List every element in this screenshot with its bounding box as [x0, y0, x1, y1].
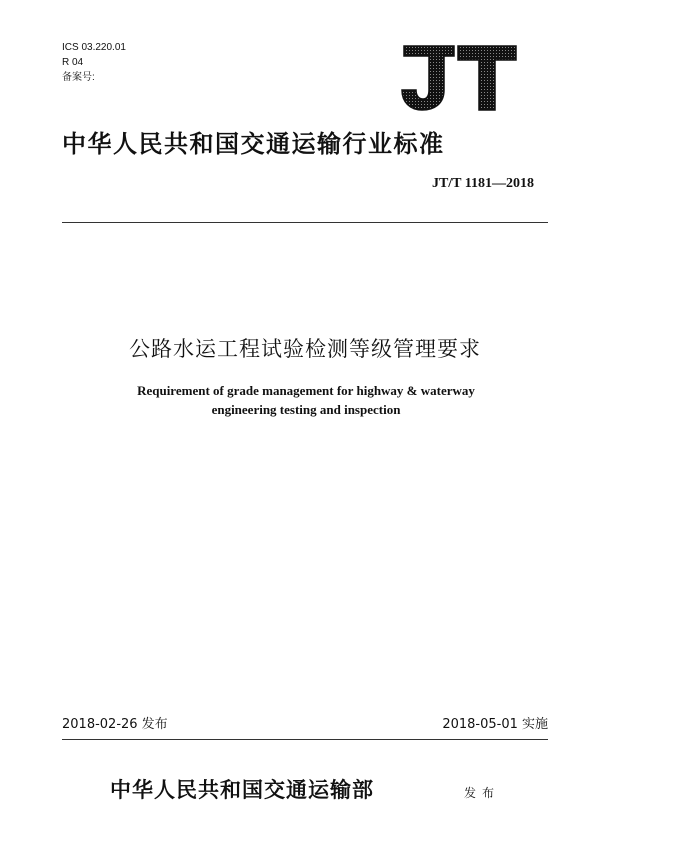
category-code: R 04 — [62, 57, 84, 68]
english-title-line2: engineering testing and inspection — [211, 402, 401, 417]
top-divider — [62, 222, 548, 223]
implementation-date: 2018-05-01 实施 — [442, 717, 548, 732]
standard-number: JT/T 1181—2018 — [431, 176, 534, 191]
ics-code: ICS 03.220.01 — [62, 42, 126, 53]
chinese-title: 公路水运工程试验检测等级管理要求 — [129, 337, 481, 361]
record-number-label: 备案号: — [62, 72, 95, 83]
publisher-name: 中华人民共和国交通运输部 — [110, 777, 374, 802]
jt-logo — [400, 44, 518, 112]
bottom-divider — [62, 739, 548, 740]
issue-date: 2018-02-26 发布 — [62, 717, 168, 732]
standard-type-title: 中华人民共和国交通运输行业标准 — [62, 129, 445, 158]
english-title-line1: Requirement of grade management for highway & waterway — [137, 383, 475, 398]
publish-label: 发布 — [464, 786, 501, 800]
